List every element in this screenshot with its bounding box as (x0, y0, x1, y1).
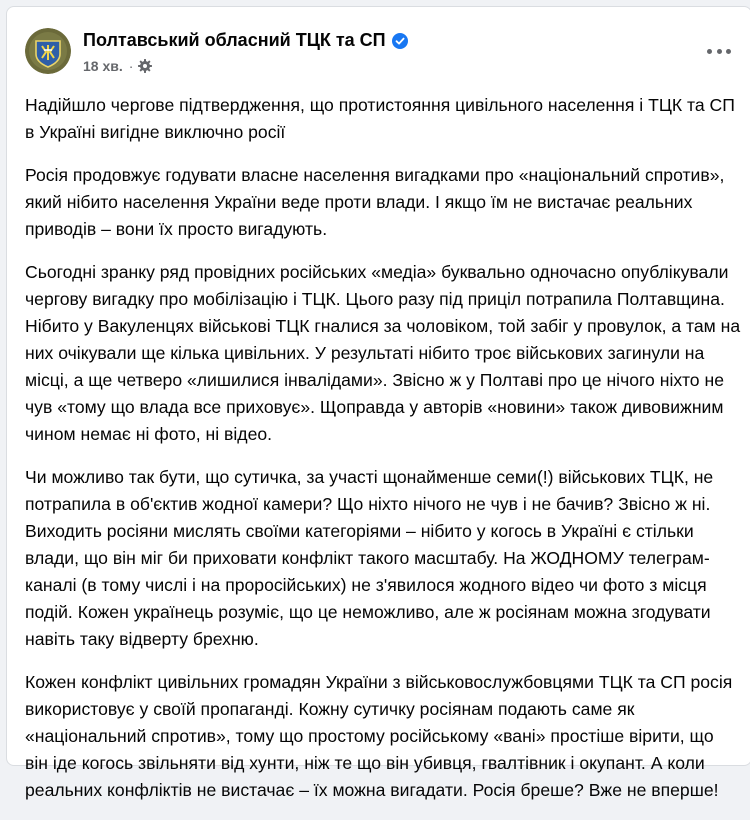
page-name-link[interactable] (83, 30, 408, 51)
meta-separator: · (128, 58, 134, 74)
page-name[interactable]: Полтавський обласний ТЦК та СП (83, 30, 386, 50)
verified-badge-icon (392, 33, 408, 49)
post-paragraph: Чи можливо так бути, що сутичка, за участі щонайменше семи(!) військових ТЦК, не потрапила в об'єктив жодної камери? Що ніхто нічого не чув і не бачив? Звісно ж ні. Виходить росіяни мислять своїми категоріями – нібито у когось в Україні є стільки влади, що він міг би приховати конфлікт такого масштабу. На ЖОДНОМУ телеграм-каналі (в тому числі і на проросійських) не з'явилося жодного відео чи фото з місця подій. Кожен українець розуміє, що це неможливо, але ж росіянам можна згодувати навіть таку відверту брехню. (25, 467, 714, 649)
page-avatar[interactable] (25, 28, 71, 74)
post-paragraph: Надійшло чергове підтвердження, що протистояння цивільного населення і ТЦК та СП в Україні вигідне виключно росії (25, 95, 735, 142)
post-timestamp[interactable]: 18 хв. (83, 58, 123, 74)
more-dot (717, 49, 722, 54)
post-paragraph: Росія продовжує годувати власне населення вигадками про «національний спротив», який нібито населення України веде проти влади. І якщо їм не вистачає реальних приводів – вони їх просто вигадують. (25, 165, 725, 239)
post-body (25, 92, 741, 820)
more-dot (726, 49, 731, 54)
post-paragraph: Сьогодні зранку ряд провідних російських «медіа» буквально одночасно опублікували чергову вигадку про мобілізацію і ТЦК. Цього разу під приціл потрапила Полтавщина. Нібито у Вакуленцях військові ТЦК гналися за чоловіком, той забіг у провулок, а там на них очікували ще кілька цивільних. У результаті нібито троє військових загинули на місці, а ще четверо «лишилися інвалідами». Звісно ж у Полтаві про це нічого ніхто не чув «тому що влада все приховує». Щоправда у авторів «новини» також дивовижним чином немає ні фото, ні відео. (25, 262, 741, 444)
coat-of-arms-logo (25, 28, 71, 74)
post-card (6, 6, 750, 800)
gear-icon[interactable] (137, 58, 153, 74)
post-meta (83, 58, 153, 74)
post-paragraph: Кожен конфлікт цивільних громадян України з військовослужбовцями ТЦК та СП росія використовує у своїй пропаганді. Кожну сутичку росіянам подають саме як «національний спротив», тому що простому російському «вані» простіше вірити, що він іде когось звільняти від хунти, ніж те що він убивця, гвалтівник і окупант. А коли реальних конфліктів не вистачає – їх можна вигадати. Росія бреше? Вже не вперше! (25, 672, 733, 800)
more-options-icon[interactable] (707, 45, 731, 57)
more-dot (707, 49, 712, 54)
